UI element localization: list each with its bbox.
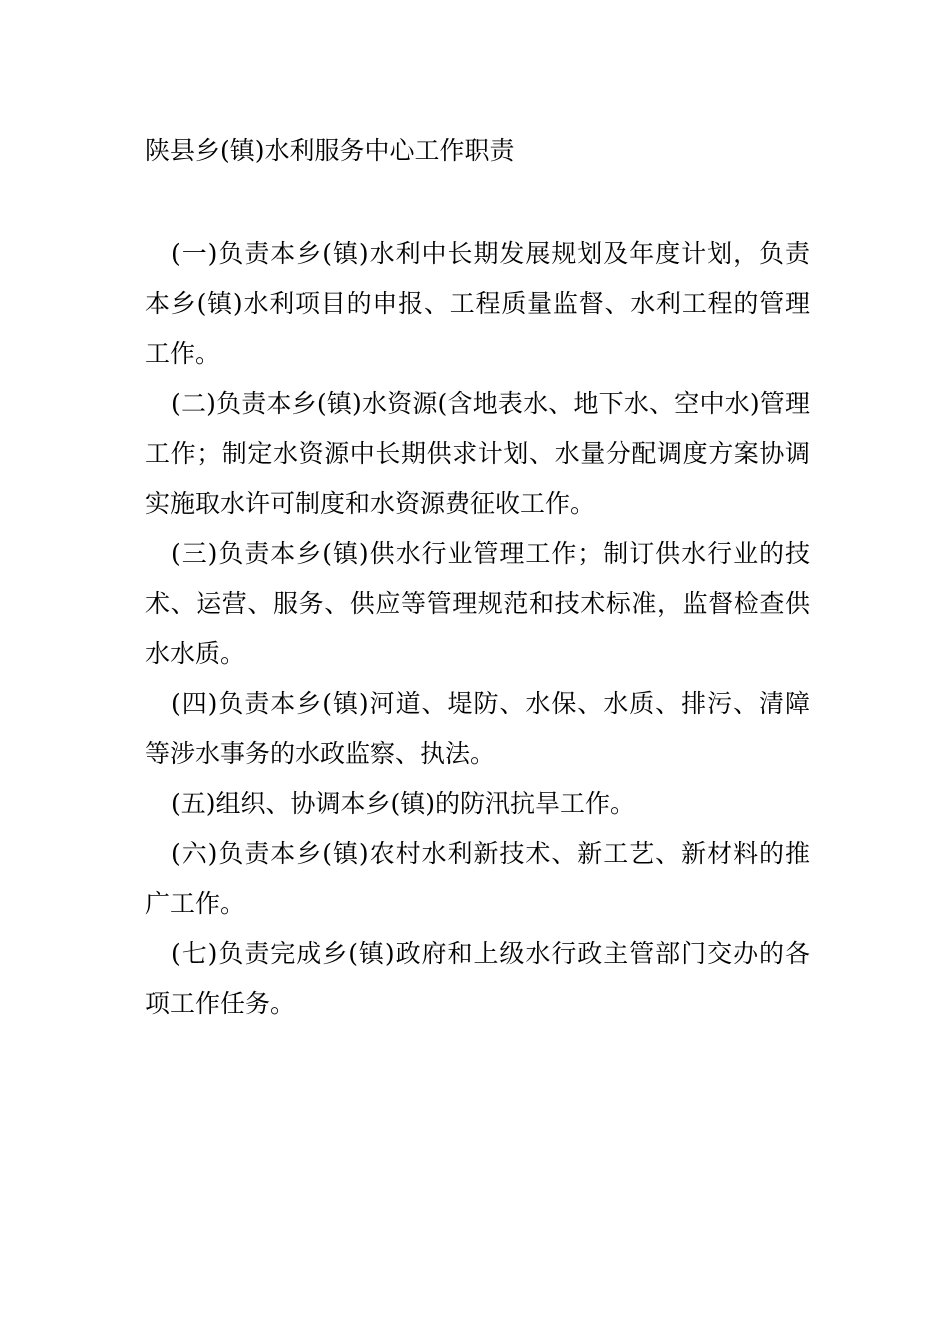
duty-paragraph-4: (四)负责本乡(镇)河道、堤防、水保、水质、排污、清障等涉水事务的水政监察、执法。 (145, 689, 810, 768)
document-body (145, 229, 810, 1029)
duty-paragraph-6: (六)负责本乡(镇)农村水利新技术、新工艺、新材料的推广工作。 (145, 839, 810, 918)
duty-paragraph-3: (三)负责本乡(镇)供水行业管理工作；制订供水行业的技术、运营、服务、供应等管理规范和技术标准，监督检查供水水质。 (145, 539, 810, 668)
duty-paragraph-7: (七)负责完成乡(镇)政府和上级水行政主管部门交办的各项工作任务。 (145, 939, 810, 1018)
duty-paragraph-2: (二)负责本乡(镇)水资源(含地表水、地下水、空中水)管理工作；制定水资源中长期供求计划、水量分配调度方案协调实施取水许可制度和水资源费征收工作。 (145, 389, 810, 518)
duty-paragraph-5: (五)组织、协调本乡(镇)的防汛抗旱工作。 (171, 789, 636, 818)
document-title: 陕县乡(镇)水利服务中心工作职责 (145, 136, 515, 165)
duty-paragraph-1: (一)负责本乡(镇)水利中长期发展规划及年度计划，负责本乡(镇)水利项目的申报、工程质量监督、水利工程的管理工作。 (145, 239, 810, 368)
